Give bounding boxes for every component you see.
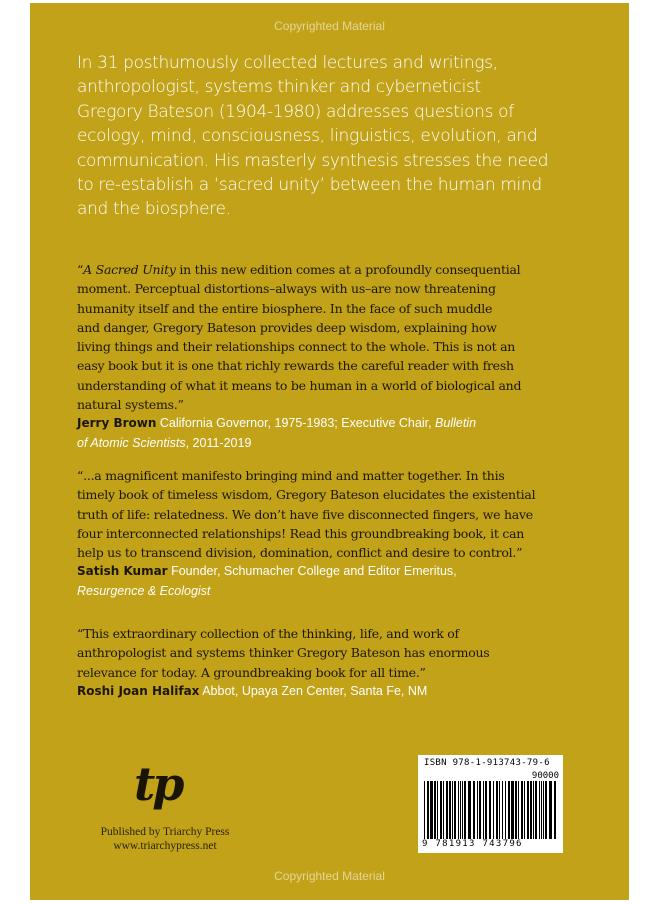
barcode-bar — [533, 781, 534, 839]
barcode-bar — [502, 781, 503, 839]
quote-line: timely book of timeless wisdom, Gregory Bateson elucidates the existential — [77, 487, 536, 503]
barcode-bar — [511, 781, 514, 839]
copyright-watermark: Copyrighted Material — [274, 869, 385, 883]
isbn-barcode — [418, 755, 563, 853]
barcode-bar — [430, 781, 433, 839]
barcode-bar — [437, 781, 438, 839]
barcode-bar — [446, 781, 448, 839]
endorser-role-italic: of Atomic Scientists — [77, 435, 186, 450]
quote-line: natural systems.” — [77, 397, 184, 413]
back-cover — [30, 3, 629, 900]
barcode-bar — [524, 781, 525, 839]
quote-line: anthropologist and systems thinker Gregory Bateson has enormous — [77, 645, 490, 661]
barcode-bar — [549, 781, 552, 839]
barcode-bars — [424, 781, 558, 839]
barcode-bar — [554, 781, 556, 839]
quote-line: easy book but it is one that richly rewards the careful reader with fresh — [77, 358, 514, 374]
quote-line: in this new edition comes at a profoundly consequential — [175, 262, 521, 277]
barcode-bar — [424, 781, 425, 839]
triarchy-press-logo — [132, 758, 192, 816]
book-title: A Sacred Unity — [83, 262, 176, 277]
barcode-bar — [521, 781, 523, 839]
endorser-role-italic: Bulletin — [435, 416, 477, 431]
quote-line: understanding of what it means to be human in a world of biological and — [77, 377, 522, 393]
barcode-bar — [518, 781, 519, 839]
barcode-bar — [443, 781, 444, 839]
quote-line: “...a magnificent manifesto bringing mind and matter together. In this — [77, 468, 505, 483]
barcode-bar — [440, 781, 442, 839]
endorser-name: Jerry Brown — [77, 416, 157, 431]
barcode-bar — [535, 781, 537, 839]
intro-line: ecology, mind, consciousness, linguistics, evolution, and — [77, 126, 538, 147]
barcode-bar — [477, 781, 478, 839]
endorsement-jerry-brown — [77, 260, 607, 453]
barcode-bar — [515, 781, 517, 839]
intro-blurb — [77, 51, 617, 222]
price-code: 90000 — [531, 771, 559, 781]
barcode-bar — [434, 781, 436, 839]
barcode-bar — [479, 781, 481, 839]
quote-line: moment. Perceptual distortions–always with us–are now threatening — [77, 281, 496, 297]
quote-line: “This extraordinary collection of the thinking, life, and work of — [77, 626, 459, 641]
barcode-bar — [530, 781, 532, 839]
barcode-bar — [545, 781, 547, 839]
quote-line: and danger, Gregory Bateson provides deep wisdom, explaining how — [77, 319, 497, 335]
endorser-name: Satish Kumar — [77, 564, 168, 579]
logo-text: tp — [134, 758, 182, 811]
barcode-bar — [505, 781, 506, 839]
endorsement-quote — [77, 624, 607, 682]
barcode-bar — [449, 781, 451, 839]
barcode-bar — [460, 781, 461, 839]
barcode-bar — [496, 781, 498, 839]
quote-line: humanity itself and the entire biosphere. In the face of such muddle — [77, 300, 493, 316]
endorser-role-italic: Resurgence & Ecologist — [77, 583, 211, 598]
intro-line: anthropologist, systems thinker and cyberneticist — [77, 77, 481, 98]
barcode-bar — [452, 781, 453, 839]
endorsement-attribution — [77, 562, 607, 601]
intro-line: to re-establish a ‘sacred unity’ between the human mind — [77, 175, 542, 196]
intro-line: communication. His masterly synthesis stresses the need — [77, 150, 549, 171]
barcode-bar — [458, 781, 459, 839]
barcode-bar — [483, 781, 484, 839]
barcode-bar — [485, 781, 487, 839]
publisher-website: www.triarchypress.net — [113, 840, 217, 852]
barcode-bar — [489, 781, 491, 839]
endorsement-quote — [77, 260, 607, 414]
quote-line: help us to transcend division, domination, conflict and desire to control.” — [77, 545, 523, 561]
barcode-bar — [427, 781, 429, 839]
ean-number: 9 781913 743796 — [422, 839, 523, 849]
barcode-bar — [508, 781, 510, 839]
barcode-bar — [541, 781, 542, 839]
endorsement-attribution — [77, 414, 607, 453]
endorsement-satish-kumar — [77, 466, 607, 601]
isbn-number: ISBN 978-1-913743-79-6 — [424, 758, 550, 768]
quote-line: relevance for today. A groundbreaking book for all time.” — [77, 664, 426, 680]
barcode-bar — [454, 781, 456, 839]
quote-line: living things and their relationships connect to the whole. This is not an — [77, 339, 516, 355]
barcode-bar — [464, 781, 466, 839]
publisher-info — [70, 825, 260, 853]
endorsement-quote — [77, 466, 607, 562]
endorser-role: , 2011-2019 — [185, 435, 252, 450]
endorsement-attribution — [77, 682, 607, 701]
endorsement-roshi-joan-halifax — [77, 624, 607, 701]
barcode-bar — [462, 781, 463, 839]
endorser-role: Founder, Schumacher College and Editor Emeritus, — [167, 564, 457, 579]
barcode-bar — [527, 781, 529, 839]
quote-open-mark: “ — [77, 262, 84, 277]
quote-line: four interconnected relationships! Read this groundbreaking book, it can — [77, 525, 525, 541]
intro-line: and the biosphere. — [77, 199, 231, 220]
barcode-bar — [543, 781, 544, 839]
quote-line: truth of life: relatedness. We don’t have five disconnected fingers, we have — [77, 506, 533, 522]
barcode-bar — [539, 781, 540, 839]
barcode-bar — [499, 781, 500, 839]
barcode-bar — [473, 781, 475, 839]
barcode-bar — [468, 781, 471, 839]
endorser-role: California Governor, 1975-1983; Executive Chair, — [156, 416, 436, 431]
barcode-bar — [493, 781, 494, 839]
intro-line: Gregory Bateson (1904-1980) addresses questions of — [77, 101, 514, 122]
publisher-name: Published by Triarchy Press — [100, 826, 230, 838]
intro-line: In 31 posthumously collected lectures and writings, — [77, 53, 498, 73]
endorser-role: Abbot, Upaya Zen Center, Santa Fe, NM — [199, 683, 428, 698]
copyright-watermark: Copyrighted Material — [274, 19, 385, 33]
endorser-name: Roshi Joan Halifax — [77, 683, 200, 698]
